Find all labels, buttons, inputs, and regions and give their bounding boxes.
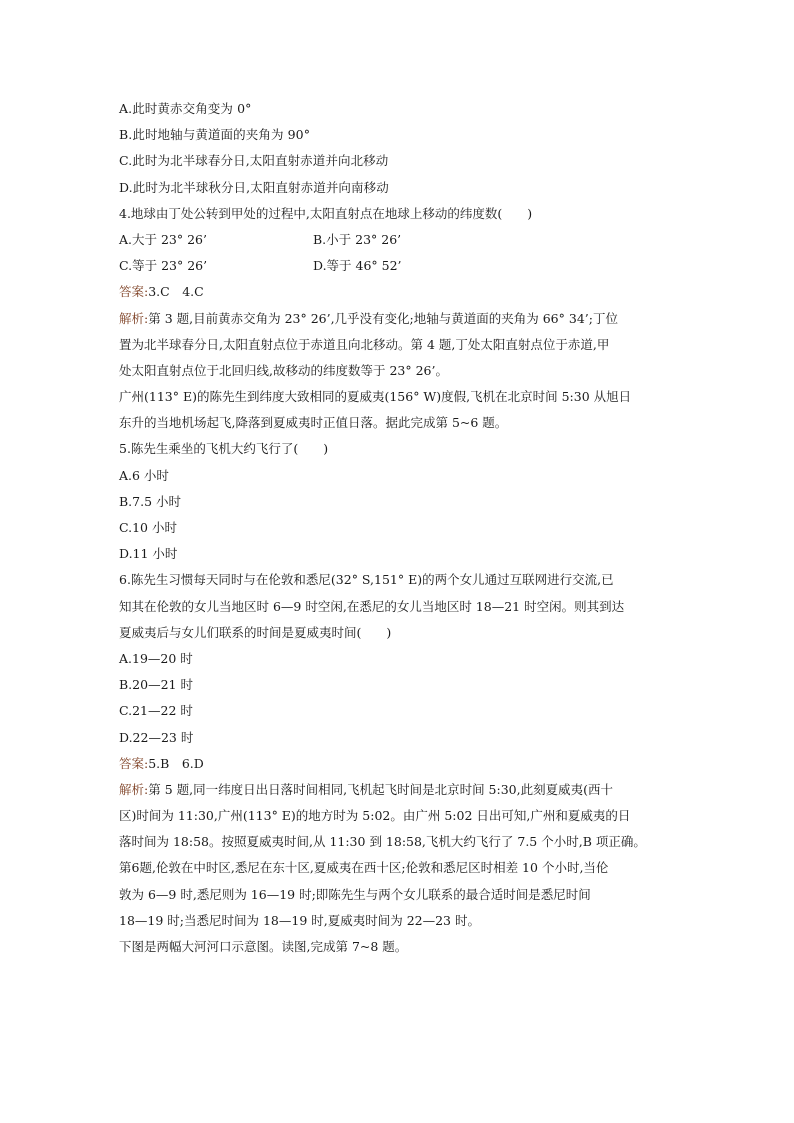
analysis-text: 第 5 题,同一纬度日出日落时间相同,飞机起飞时间是北京时间 5:30,此刻夏威夷(西十: [148, 781, 613, 797]
q6-stem-line-3: 夏威夷后与女儿们联系的时间是夏威夷时间( ): [119, 624, 392, 640]
intro-7-8: 下图是两幅大河河口示意图。读图,完成第 7~8 题。: [119, 939, 408, 954]
answer-text: 5.B 6.D: [148, 755, 204, 771]
q6-stem-line-1: 6.陈先生习惯每天同时与在伦敦和悉尼(32° S,151° E)的两个女儿通过互联网进行交流,已: [119, 572, 614, 588]
q3-option-d: D.此时为北半球秋分日,太阳直射赤道并向南移动: [119, 179, 389, 195]
answer-label: 答案:: [119, 284, 149, 300]
analysis-5-6-line-1: [119, 777, 684, 803]
q4-option-b: B.小于 23° 26’: [313, 231, 402, 247]
analysis-3-4-line-1: [119, 306, 684, 332]
q6-stem-line-2: 知其在伦敦的女儿当地区时 6—9 时空闲,在悉尼的女儿当地区时 18—21 时空闲。则其到达: [119, 598, 625, 614]
q4-options-row-2: [119, 253, 684, 279]
document-content: [119, 96, 684, 960]
q6-option-c: C.21—22 时: [119, 703, 193, 719]
analysis-5-6-line-4: 第6题,伦敦在中时区,悉尼在东十区,夏威夷在西十区;伦敦和悉尼区时相差 10 个小时,当伦: [119, 860, 609, 876]
analysis-5-6-line-2: 区)时间为 11:30,广州(113° E)的地方时为 5:02。由广州 5:02 日出可知,广州和夏威夷的日: [119, 808, 631, 824]
answer-3-4: [119, 279, 684, 305]
q6-option-d: D.22—23 时: [119, 729, 194, 745]
q4-option-d: D.等于 46° 52’: [313, 258, 402, 274]
q4-option-c: C.等于 23° 26’: [119, 258, 208, 274]
q3-option-b: B.此时地轴与黄道面的夹角为 90°: [119, 127, 311, 143]
answer-label: 答案:: [119, 755, 149, 771]
analysis-text: 第 3 题,目前黄赤交角为 23° 26’,几乎没有变化;地轴与黄道面的夹角为 66° 34’;丁位: [148, 310, 618, 326]
q4-options-row-1: [119, 227, 684, 253]
q3-option-a: A.此时黄赤交角变为 0°: [119, 101, 252, 116]
q6-option-a: A.19—20 时: [119, 650, 193, 666]
analysis-3-4-line-3: 处太阳直射点位于北回归线,故移动的纬度数等于 23° 26’。: [119, 362, 448, 378]
answer-5-6: [119, 751, 684, 777]
intro-5-6-line-2: 东升的当地机场起飞,降落到夏威夷时正值日落。据此完成第 5~6 题。: [119, 415, 508, 431]
answer-text: 3.C 4.C: [148, 284, 204, 300]
q4-stem: 4.地球由丁处公转到甲处的过程中,太阳直射点在地球上移动的纬度数( ): [119, 205, 533, 221]
analysis-5-6-line-5: 敦为 6—9 时,悉尼则为 16—19 时;即陈先生与两个女儿联系的最合适时间是悉尼时间: [119, 886, 591, 902]
analysis-label: 解析:: [119, 781, 149, 797]
analysis-5-6-line-6: 18—19 时;当悉尼时间为 18—19 时,夏威夷时间为 22—23 时。: [119, 912, 480, 928]
q5-option-a: A.6 小时: [119, 467, 169, 483]
analysis-3-4-line-2: 置为北半球春分日,太阳直射点位于赤道且向北移动。第 4 题,丁处太阳直射点位于赤道,甲: [119, 336, 610, 352]
q6-option-b: B.20—21 时: [119, 677, 193, 693]
q3-option-c: C.此时为北半球春分日,太阳直射赤道并向北移动: [119, 153, 389, 169]
q5-option-c: C.10 小时: [119, 520, 177, 535]
q4-option-a: A.大于 23° 26’: [119, 231, 207, 247]
q5-stem: 5.陈先生乘坐的飞机大约飞行了( ): [119, 441, 329, 457]
analysis-label: 解析:: [119, 310, 149, 326]
analysis-5-6-line-3: 落时间为 18:58。按照夏威夷时间,从 11:30 到 18:58,飞机大约飞行了 7.5 个小时,B 项正确。: [119, 834, 646, 850]
intro-5-6-line-1: 广州(113° E)的陈先生到纬度大致相同的夏威夷(156° W)度假,飞机在北京时间 5:30 从旭日: [119, 389, 632, 405]
q5-option-d: D.11 小时: [119, 546, 178, 562]
q5-option-b: B.7.5 小时: [119, 493, 182, 509]
